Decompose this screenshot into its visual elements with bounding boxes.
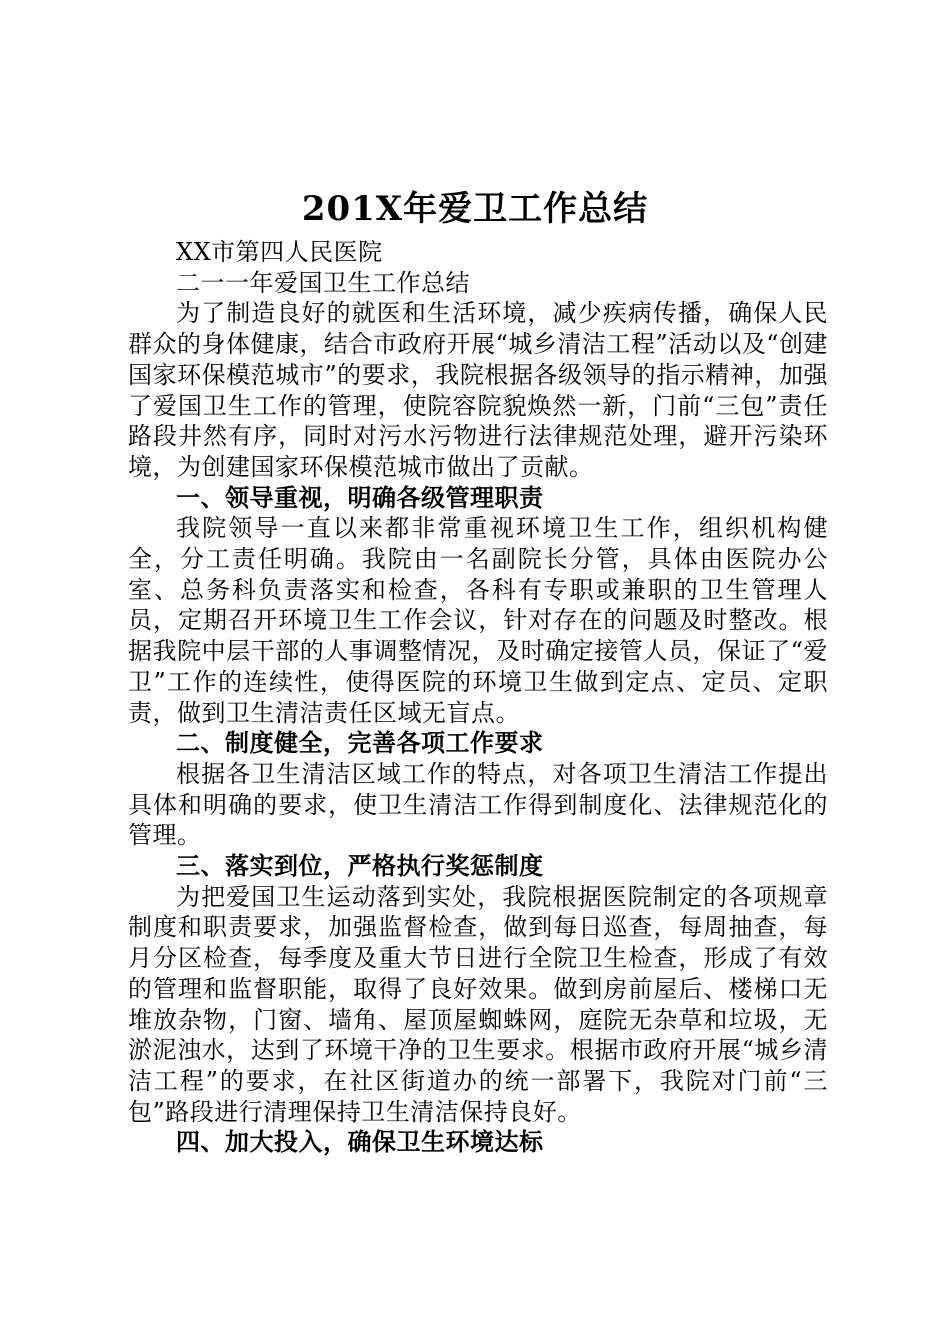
intro-paragraph: 为了制造良好的就医和生活环境，减少疾病传播，确保人民群众的身体健康，结合市政府开展“城乡清洁工程”活动以及“创建国家环保模范城市”的要求，我院根据各级领导的指示精神，加强了爱国卫生工作的管理，使院容院貌焕然一新，门前“三包”责任路段井然有序，同时对污水污物进行法律规范处理，避开污染环境，为创建国家环保模范城市做出了贡献。: [128, 299, 828, 481]
document-title: 201X年爱卫工作总结: [301, 189, 649, 229]
section-heading-1: 一、领导重视，明确各级管理职责: [176, 482, 544, 512]
section-paragraph-2: 根据各卫生清洁区域工作的特点，对各项卫生清洁工作提出具体和明确的要求，使卫生清洁工作得到制度化、法律规范化的管理。: [128, 759, 828, 850]
section-paragraph-1: 我院领导一直以来都非常重视环境卫生工作，组织机构健全，分工责任明确。我院由一名副院长分管，具体由医院办公室、总务科负责落实和检查，各科有专职或兼职的卫生管理人员，定期召开环境卫生工作会议，针对存在的问题及时整改。根据我院中层干部的人事调整情况，及时确定接管人员，保证了“爱卫”工作的连续性，使得医院的环境卫生做到定点、定员、定职责，做到卫生清洁责任区域无盲点。: [128, 514, 828, 727]
document-body: [128, 237, 828, 1158]
section-heading-4: 四、加大投入，确保卫生环境达标: [176, 1127, 544, 1157]
document-subtitle: 二一一年爱国卫生工作总结: [176, 268, 470, 297]
section-heading-3: 三、落实到位，严格执行奖惩制度: [176, 851, 544, 881]
section-paragraph-3: 为把爱国卫生运动落到实处，我院根据医院制定的各项规章制度和职责要求，加强监督检查，做到每日巡查，每周抽查，每月分区检查，每季度及重大节日进行全院卫生检查，形成了有效的管理和监督职能，取得了良好效果。做到房前屋后、楼梯口无堆放杂物，门窗、墙角、屋顶屋蜘蛛网，庭院无杂草和垃圾，无淤泥浊水，达到了环境干净的卫生要求。根据市政府开展“城乡清洁工程”的要求，在社区街道办的统一部署下，我院对门前“三包”路段进行清理保持卫生清洁保持良好。: [128, 882, 828, 1126]
organization-name: XX市第四人民医院: [176, 238, 383, 266]
section-heading-2: 二、制度健全，完善各项工作要求: [176, 728, 544, 758]
